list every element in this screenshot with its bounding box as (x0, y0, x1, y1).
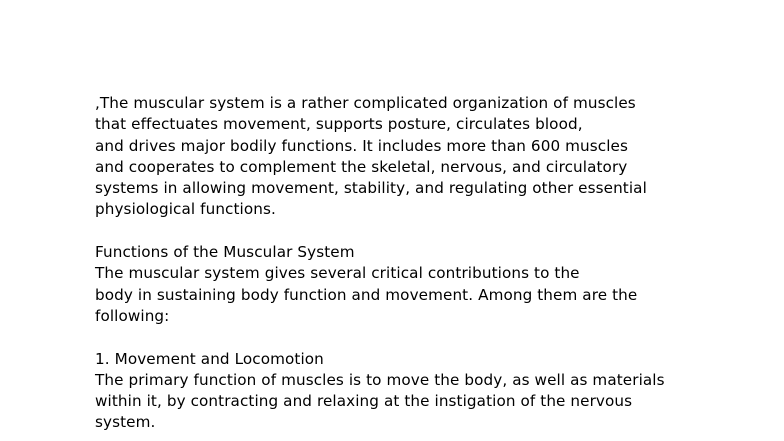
paragraph-line: systems in allowing movement, stability, and regulating other essential (95, 179, 647, 198)
blank-line (95, 327, 755, 348)
document-body (95, 93, 755, 434)
paragraph-line: The primary function of muscles is to move the body, as well as materials (95, 370, 665, 389)
section-heading: Functions of the Muscular System (95, 243, 355, 262)
paragraph-line: and drives major bodily functions. It includes more than 600 muscles (95, 136, 629, 155)
paragraph-line: physiological functions. (95, 200, 276, 219)
paragraph-line: body in sustaining body function and movement. Among them are the (95, 285, 638, 304)
paragraph-line: The muscular system gives several critical contributions to the (95, 264, 580, 283)
blank-line (95, 221, 755, 242)
paragraph-line: following: (95, 306, 170, 325)
paragraph-line: system. (95, 413, 156, 432)
movement-paragraph (95, 370, 755, 434)
paragraph-line: that effectuates movement, supports posture, circulates blood, (95, 115, 583, 134)
paragraph-line: and cooperates to complement the skeletal, nervous, and circulatory (95, 157, 628, 176)
subsection-heading: 1. Movement and Locomotion (95, 349, 324, 368)
intro-paragraph (95, 93, 755, 221)
paragraph-line: within it, by contracting and relaxing at the instigation of the nervous (95, 392, 633, 411)
paragraph-line: ,The muscular system is a rather complicated organization of muscles (95, 94, 636, 112)
functions-paragraph (95, 263, 755, 327)
